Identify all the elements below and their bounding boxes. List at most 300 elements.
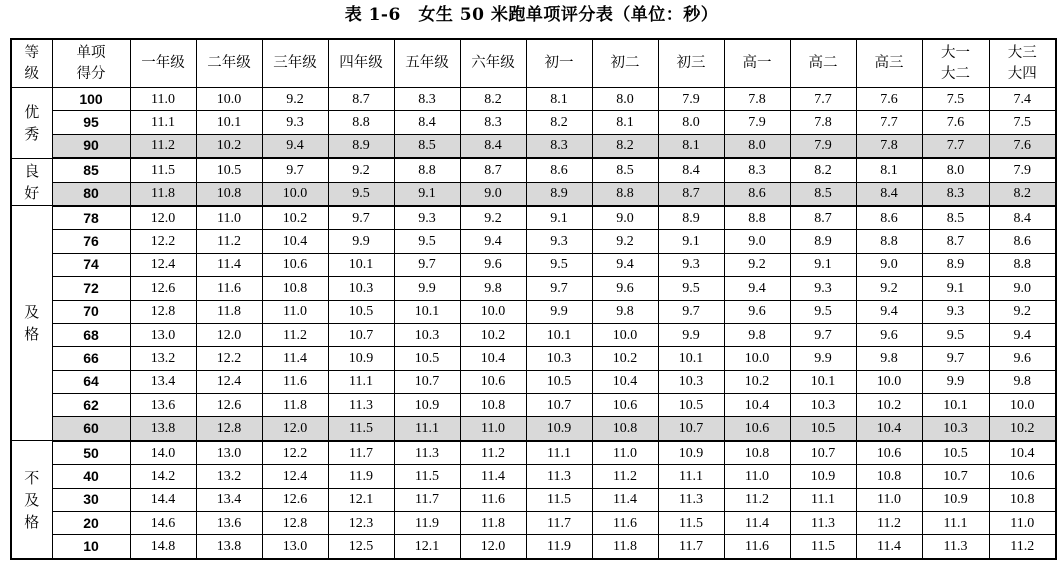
- time-cell: 10.2: [592, 347, 658, 370]
- time-cell: 12.3: [328, 512, 394, 535]
- time-cell: 10.9: [790, 465, 856, 488]
- score-cell: 30: [52, 488, 130, 511]
- table-row: [11, 535, 1056, 559]
- level-header: 高三: [856, 39, 922, 88]
- time-cell: 10.5: [790, 417, 856, 441]
- time-cell: 7.4: [989, 88, 1056, 111]
- level-header: 二年级: [196, 39, 262, 88]
- time-cell: 12.2: [196, 347, 262, 370]
- time-cell: 11.4: [856, 535, 922, 559]
- score-cell: 62: [52, 394, 130, 417]
- time-cell: 11.5: [130, 158, 196, 182]
- table-row: [11, 512, 1056, 535]
- score-cell: 20: [52, 512, 130, 535]
- score-cell: 80: [52, 182, 130, 206]
- time-cell: 10.0: [460, 300, 526, 323]
- time-cell: 11.5: [394, 465, 460, 488]
- time-cell: 12.0: [130, 206, 196, 230]
- time-cell: 10.9: [328, 347, 394, 370]
- time-cell: 11.8: [196, 300, 262, 323]
- time-cell: 11.4: [460, 465, 526, 488]
- level-header: 一年级: [130, 39, 196, 88]
- table-row: [11, 488, 1056, 511]
- time-cell: 11.7: [526, 512, 592, 535]
- time-cell: 11.1: [130, 111, 196, 134]
- time-cell: 11.5: [526, 488, 592, 511]
- time-cell: 8.4: [460, 134, 526, 158]
- time-cell: 10.3: [526, 347, 592, 370]
- time-cell: 9.1: [394, 182, 460, 206]
- time-cell: 13.6: [196, 512, 262, 535]
- score-cell: 76: [52, 230, 130, 253]
- time-cell: 8.3: [394, 88, 460, 111]
- time-cell: 10.8: [592, 417, 658, 441]
- time-cell: 9.5: [922, 323, 989, 346]
- header-line: 格: [24, 512, 40, 531]
- time-cell: 8.9: [658, 206, 724, 230]
- time-cell: 8.8: [856, 230, 922, 253]
- level-header: 六年级: [460, 39, 526, 88]
- time-cell: 11.6: [724, 535, 790, 559]
- header-line: 单项: [76, 44, 106, 61]
- time-cell: 11.2: [262, 323, 328, 346]
- time-cell: 7.6: [856, 88, 922, 111]
- table-row: [11, 134, 1056, 158]
- time-cell: 10.0: [196, 88, 262, 111]
- header-line: 大一: [941, 44, 970, 61]
- time-cell: 12.4: [262, 465, 328, 488]
- time-cell: 10.9: [394, 394, 460, 417]
- time-cell: 10.7: [526, 394, 592, 417]
- time-cell: 9.7: [922, 347, 989, 370]
- table-row: [11, 394, 1056, 417]
- time-cell: 9.4: [989, 323, 1056, 346]
- time-cell: 7.6: [989, 134, 1056, 158]
- score-header: [52, 39, 130, 88]
- header-line: 及: [24, 303, 40, 322]
- score-table: [10, 38, 1057, 560]
- time-cell: 14.0: [130, 441, 196, 465]
- time-cell: 8.3: [724, 158, 790, 182]
- time-cell: 9.5: [790, 300, 856, 323]
- score-cell: 95: [52, 111, 130, 134]
- header-line: 不: [24, 468, 40, 487]
- time-cell: 7.5: [989, 111, 1056, 134]
- time-cell: 11.3: [526, 465, 592, 488]
- header-line: 级: [24, 65, 39, 82]
- time-cell: 14.8: [130, 535, 196, 559]
- time-cell: 8.7: [922, 230, 989, 253]
- header-line: 及: [24, 490, 40, 509]
- time-cell: 11.6: [262, 370, 328, 393]
- time-cell: 10.8: [262, 277, 328, 300]
- time-cell: 12.5: [328, 535, 394, 559]
- time-cell: 8.1: [592, 111, 658, 134]
- time-cell: 13.8: [130, 417, 196, 441]
- time-cell: 10.1: [328, 253, 394, 276]
- grade-label: [11, 441, 52, 559]
- table-row: [11, 230, 1056, 253]
- time-cell: 9.2: [592, 230, 658, 253]
- level-header: 初三: [658, 39, 724, 88]
- time-cell: 11.4: [592, 488, 658, 511]
- time-cell: 8.1: [658, 134, 724, 158]
- time-cell: 8.9: [526, 182, 592, 206]
- time-cell: 9.8: [724, 323, 790, 346]
- header-line: 大四: [1007, 65, 1037, 82]
- time-cell: 8.1: [526, 88, 592, 111]
- time-cell: 10.0: [724, 347, 790, 370]
- time-cell: 7.7: [790, 88, 856, 111]
- score-cell: 70: [52, 300, 130, 323]
- time-cell: 10.9: [922, 488, 989, 511]
- time-cell: 7.9: [989, 158, 1056, 182]
- time-cell: 9.2: [856, 277, 922, 300]
- time-cell: 7.8: [724, 88, 790, 111]
- time-cell: 11.9: [328, 465, 394, 488]
- time-cell: 9.6: [592, 277, 658, 300]
- time-cell: 9.6: [724, 300, 790, 323]
- time-cell: 8.7: [328, 88, 394, 111]
- time-cell: 10.8: [856, 465, 922, 488]
- time-cell: 11.4: [196, 253, 262, 276]
- time-cell: 9.1: [790, 253, 856, 276]
- time-cell: 10.4: [460, 347, 526, 370]
- time-cell: 8.2: [989, 182, 1056, 206]
- time-cell: 8.9: [922, 253, 989, 276]
- table-row: [11, 88, 1056, 111]
- time-cell: 8.0: [592, 88, 658, 111]
- time-cell: 8.5: [592, 158, 658, 182]
- time-cell: 10.8: [724, 441, 790, 465]
- time-cell: 9.8: [856, 347, 922, 370]
- score-cell: 100: [52, 88, 130, 111]
- time-cell: 9.0: [989, 277, 1056, 300]
- header-line: 优: [24, 102, 40, 121]
- time-cell: 11.0: [460, 417, 526, 441]
- header-line: 得分: [76, 65, 106, 82]
- time-cell: 9.1: [922, 277, 989, 300]
- time-cell: 8.8: [394, 158, 460, 182]
- table-row: [11, 370, 1056, 393]
- level-header: 四年级: [328, 39, 394, 88]
- time-cell: 10.2: [856, 394, 922, 417]
- time-cell: 10.4: [724, 394, 790, 417]
- time-cell: 9.9: [922, 370, 989, 393]
- time-cell: 11.1: [526, 441, 592, 465]
- time-cell: 8.6: [526, 158, 592, 182]
- time-cell: 11.3: [922, 535, 989, 559]
- grade-header: [11, 39, 52, 88]
- header-line: 格: [24, 325, 40, 344]
- time-cell: 8.5: [790, 182, 856, 206]
- time-cell: 10.1: [196, 111, 262, 134]
- time-cell: 10.3: [790, 394, 856, 417]
- time-cell: 8.7: [460, 158, 526, 182]
- time-cell: 11.2: [989, 535, 1056, 559]
- time-cell: 11.0: [262, 300, 328, 323]
- time-cell: 11.3: [328, 394, 394, 417]
- time-cell: 12.1: [328, 488, 394, 511]
- time-cell: 10.5: [658, 394, 724, 417]
- time-cell: 10.6: [856, 441, 922, 465]
- time-cell: 8.2: [790, 158, 856, 182]
- time-cell: 11.1: [394, 417, 460, 441]
- time-cell: 11.1: [922, 512, 989, 535]
- time-cell: 12.2: [130, 230, 196, 253]
- score-cell: 74: [52, 253, 130, 276]
- time-cell: 8.0: [658, 111, 724, 134]
- time-cell: 10.1: [526, 323, 592, 346]
- time-cell: 10.8: [460, 394, 526, 417]
- header-line: 大二: [941, 65, 970, 82]
- time-cell: 9.9: [526, 300, 592, 323]
- time-cell: 7.8: [856, 134, 922, 158]
- time-cell: 14.6: [130, 512, 196, 535]
- time-cell: 9.5: [658, 277, 724, 300]
- header-line: 秀: [24, 124, 40, 143]
- score-cell: 90: [52, 134, 130, 158]
- header-line: 良: [24, 162, 40, 181]
- level-header: 高二: [790, 39, 856, 88]
- time-cell: 10.1: [394, 300, 460, 323]
- time-cell: 12.6: [196, 394, 262, 417]
- time-cell: 9.3: [922, 300, 989, 323]
- time-cell: 11.9: [526, 535, 592, 559]
- time-cell: 10.7: [790, 441, 856, 465]
- time-cell: 7.9: [724, 111, 790, 134]
- time-cell: 11.7: [658, 535, 724, 559]
- time-cell: 9.4: [460, 230, 526, 253]
- time-cell: 11.6: [196, 277, 262, 300]
- time-cell: 9.7: [394, 253, 460, 276]
- time-cell: 10.5: [196, 158, 262, 182]
- time-cell: 10.3: [328, 277, 394, 300]
- time-cell: 8.8: [989, 253, 1056, 276]
- time-cell: 10.9: [658, 441, 724, 465]
- time-cell: 10.3: [394, 323, 460, 346]
- time-cell: 9.3: [790, 277, 856, 300]
- time-cell: 10.2: [196, 134, 262, 158]
- time-cell: 11.2: [460, 441, 526, 465]
- time-cell: 8.8: [724, 206, 790, 230]
- time-cell: 8.1: [856, 158, 922, 182]
- time-cell: 11.2: [724, 488, 790, 511]
- time-cell: 9.9: [328, 230, 394, 253]
- time-cell: 9.7: [790, 323, 856, 346]
- time-cell: 9.2: [262, 88, 328, 111]
- time-cell: 11.1: [658, 465, 724, 488]
- table-row: [11, 465, 1056, 488]
- time-cell: 10.1: [658, 347, 724, 370]
- time-cell: 8.7: [658, 182, 724, 206]
- time-cell: 11.2: [592, 465, 658, 488]
- level-header: [922, 39, 989, 88]
- time-cell: 10.0: [856, 370, 922, 393]
- time-cell: 10.6: [460, 370, 526, 393]
- time-cell: 9.8: [989, 370, 1056, 393]
- time-cell: 10.0: [262, 182, 328, 206]
- time-cell: 12.8: [196, 417, 262, 441]
- time-cell: 11.0: [196, 206, 262, 230]
- time-cell: 9.2: [328, 158, 394, 182]
- time-cell: 10.5: [328, 300, 394, 323]
- time-cell: 9.0: [460, 182, 526, 206]
- time-cell: 9.2: [989, 300, 1056, 323]
- time-cell: 7.9: [658, 88, 724, 111]
- level-header: 初二: [592, 39, 658, 88]
- time-cell: 11.8: [460, 512, 526, 535]
- time-cell: 8.9: [790, 230, 856, 253]
- grade-label: [11, 88, 52, 159]
- time-cell: 9.3: [262, 111, 328, 134]
- level-header: 初一: [526, 39, 592, 88]
- time-cell: 13.2: [130, 347, 196, 370]
- time-cell: 11.8: [262, 394, 328, 417]
- time-cell: 11.0: [592, 441, 658, 465]
- time-cell: 14.2: [130, 465, 196, 488]
- time-cell: 8.4: [989, 206, 1056, 230]
- time-cell: 11.8: [592, 535, 658, 559]
- time-cell: 7.8: [790, 111, 856, 134]
- time-cell: 9.7: [328, 206, 394, 230]
- time-cell: 7.7: [922, 134, 989, 158]
- time-cell: 11.4: [724, 512, 790, 535]
- time-cell: 8.2: [526, 111, 592, 134]
- time-cell: 11.8: [130, 182, 196, 206]
- time-cell: 10.9: [526, 417, 592, 441]
- time-cell: 10.3: [658, 370, 724, 393]
- time-cell: 11.5: [790, 535, 856, 559]
- score-cell: 60: [52, 417, 130, 441]
- time-cell: 10.1: [790, 370, 856, 393]
- time-cell: 8.8: [592, 182, 658, 206]
- time-cell: 7.5: [922, 88, 989, 111]
- time-cell: 10.7: [922, 465, 989, 488]
- time-cell: 10.4: [856, 417, 922, 441]
- time-cell: 11.5: [658, 512, 724, 535]
- header-line: 好: [24, 184, 40, 203]
- table-row: [11, 253, 1056, 276]
- time-cell: 11.9: [394, 512, 460, 535]
- time-cell: 11.1: [790, 488, 856, 511]
- time-cell: 12.0: [460, 535, 526, 559]
- time-cell: 8.2: [460, 88, 526, 111]
- time-cell: 11.1: [328, 370, 394, 393]
- time-cell: 9.3: [394, 206, 460, 230]
- time-cell: 11.3: [790, 512, 856, 535]
- time-cell: 9.1: [526, 206, 592, 230]
- time-cell: 9.6: [460, 253, 526, 276]
- time-cell: 9.4: [856, 300, 922, 323]
- header-row: [11, 39, 1056, 88]
- time-cell: 11.5: [328, 417, 394, 441]
- table-row: [11, 441, 1056, 465]
- time-cell: 10.6: [262, 253, 328, 276]
- time-cell: 10.5: [526, 370, 592, 393]
- header-line: 等: [24, 44, 39, 61]
- time-cell: 13.0: [262, 535, 328, 559]
- time-cell: 10.0: [989, 394, 1056, 417]
- time-cell: 13.0: [196, 441, 262, 465]
- time-cell: 10.3: [922, 417, 989, 441]
- time-cell: 8.2: [592, 134, 658, 158]
- time-cell: 13.2: [196, 465, 262, 488]
- time-cell: 12.0: [196, 323, 262, 346]
- time-cell: 12.0: [262, 417, 328, 441]
- grade-label: [11, 158, 52, 206]
- time-cell: 13.6: [130, 394, 196, 417]
- score-cell: 64: [52, 370, 130, 393]
- time-cell: 8.4: [658, 158, 724, 182]
- time-cell: 10.6: [989, 465, 1056, 488]
- time-cell: 10.4: [989, 441, 1056, 465]
- time-cell: 8.3: [460, 111, 526, 134]
- time-cell: 11.2: [856, 512, 922, 535]
- level-header: 五年级: [394, 39, 460, 88]
- time-cell: 7.7: [856, 111, 922, 134]
- time-cell: 13.4: [196, 488, 262, 511]
- table-row: [11, 417, 1056, 441]
- time-cell: 12.8: [262, 512, 328, 535]
- time-cell: 11.0: [856, 488, 922, 511]
- time-cell: 9.4: [592, 253, 658, 276]
- time-cell: 9.1: [658, 230, 724, 253]
- time-cell: 9.8: [460, 277, 526, 300]
- time-cell: 9.0: [856, 253, 922, 276]
- time-cell: 12.6: [262, 488, 328, 511]
- time-cell: 8.7: [790, 206, 856, 230]
- time-cell: 7.9: [790, 134, 856, 158]
- time-cell: 11.3: [394, 441, 460, 465]
- time-cell: 12.8: [130, 300, 196, 323]
- time-cell: 10.0: [592, 323, 658, 346]
- time-cell: 8.5: [922, 206, 989, 230]
- time-cell: 9.7: [526, 277, 592, 300]
- time-cell: 10.8: [196, 182, 262, 206]
- time-cell: 9.5: [394, 230, 460, 253]
- time-cell: 11.4: [262, 347, 328, 370]
- time-cell: 8.6: [856, 206, 922, 230]
- time-cell: 9.7: [262, 158, 328, 182]
- time-cell: 12.6: [130, 277, 196, 300]
- time-cell: 9.4: [724, 277, 790, 300]
- table-title: 表 1-6 女生 50 米跑单项评分表（单位：秒）: [344, 5, 719, 25]
- time-cell: 11.7: [328, 441, 394, 465]
- score-cell: 66: [52, 347, 130, 370]
- time-cell: 11.6: [460, 488, 526, 511]
- time-cell: 8.0: [724, 134, 790, 158]
- time-cell: 10.4: [262, 230, 328, 253]
- score-cell: 85: [52, 158, 130, 182]
- time-cell: 11.6: [592, 512, 658, 535]
- grade-label: [11, 206, 52, 441]
- time-cell: 9.0: [592, 206, 658, 230]
- time-cell: 9.5: [526, 253, 592, 276]
- time-cell: 10.8: [989, 488, 1056, 511]
- time-cell: 13.0: [130, 323, 196, 346]
- time-cell: 10.6: [724, 417, 790, 441]
- time-cell: 13.4: [130, 370, 196, 393]
- time-cell: 9.9: [790, 347, 856, 370]
- level-header: [989, 39, 1056, 88]
- time-cell: 11.7: [394, 488, 460, 511]
- time-cell: 10.1: [922, 394, 989, 417]
- time-cell: 8.6: [724, 182, 790, 206]
- time-cell: 8.8: [328, 111, 394, 134]
- time-cell: 8.4: [394, 111, 460, 134]
- time-cell: 9.8: [592, 300, 658, 323]
